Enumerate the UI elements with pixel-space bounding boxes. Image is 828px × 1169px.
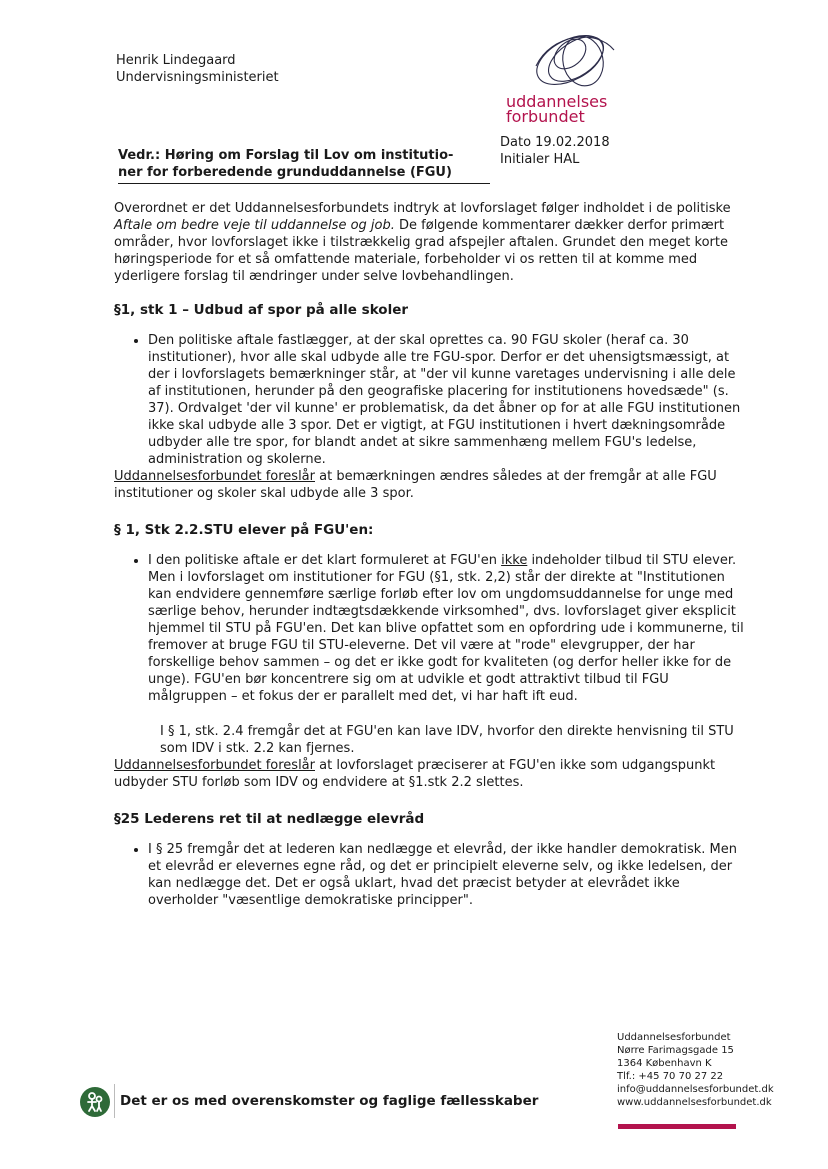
document-initials: Initialer HAL [500,152,580,167]
logo-wordmark [506,94,607,124]
address-email: info@uddannelsesforbundet.dk [617,1084,774,1095]
subject-heading [118,147,490,184]
intro-agreement-title: Aftale om bedre veje til uddannelse og job. [114,218,395,233]
people-glyph-icon [85,1091,105,1113]
logo-line-2: forbundet [506,107,585,126]
section-2-note: I § 1, stk. 2.4 fremgår det at FGU'en kan lave IDV, hvorfor den direkte henvisning til STU som IDV i stk. 2.2 kan fjernes. [160,724,734,756]
uddannelsesforbundet-logo [500,26,640,130]
document-date: Dato 19.02.2018 [500,135,610,150]
section-1-proposal [114,468,744,502]
document-meta [500,134,610,168]
section-1-proposal-text: at bemærkningen ændres således at der fremgår at alle FGU institutioner og skoler skal udbyde alle 3 spor. [114,469,717,501]
sender-address [617,1031,774,1109]
address-org: Uddannelsesforbundet [617,1032,731,1043]
section-2-proposal-org: Uddannelsesforbundet foreslår [114,758,315,773]
address-city: 1364 København K [617,1058,712,1069]
section-2-heading: § 1, Stk 2.2.STU elever på FGU'en: [114,522,374,538]
section-2-proposal-text: at lovforslaget præciserer at FGU'en ikke som udgangspunkt udbyder STU forløb som IDV og endvidere at §1.stk 2.2 slettes. [114,758,716,790]
section-2-bullet-text-1: I den politiske aftale er det klart formuleret at FGU'en [148,553,502,568]
footer-divider [114,1084,115,1118]
recipient-org: Undervisningsministeriet [116,70,279,85]
footer-tagline: Det er os med overenskomster og faglige fællesskaber [120,1093,539,1109]
section-1-heading: §1, stk 1 – Udbud af spor på alle skoler [114,302,409,318]
people-icon [80,1087,110,1117]
address-web: www.uddannelsesforbundet.dk [617,1097,772,1108]
logo-line-1: uddannelses [506,92,608,111]
section-3-bullet: • I § 25 fremgår det at lederen kan nedlægge et elevråd, der ikke handler demokratisk. Men et elevråd er elevernes egne råd, og det er principielt eleverne selv, og ikke ledelsen, der kan nedlægge det. Det er også uklart, hvad det præcist betyder at elevrådet ikke overholder "væsentlige demokratiske principper". [148,841,744,909]
section-2-bullet-emphasis: ikke [501,553,528,568]
letter-body [114,200,744,909]
subject-line-1: Vedr.: Høring om Forslag til Lov om institutio- [118,148,454,163]
intro-paragraph [114,200,744,285]
section-2-proposal [114,757,744,791]
address-phone: Tlf.: +45 70 70 27 22 [617,1071,724,1082]
footer-accent-bar [618,1124,736,1129]
section-2-list [114,552,744,705]
section-1-bullet: • Den politiske aftale fastlægger, at der skal oprettes ca. 90 FGU skoler (heraf ca. 30 institutioner), hvor alle skal udbyde alle tre FGU-spor. Derfor er det uhensigtsmæssigt, at der i lovforslagets bemærkninger står, at "der vil kunne varetages undervisning i alle dele af institutionen, herunder på den geografiske placering for institutionens hovedsæde" (s. 37). Ordvalget 'der vil kunne' er problematisk, da det åbner op for at alle FGU institutionen ikke skal udbyde alle 3 spor. Det er vigtigt, at FGU institutionen i hvert dækningsområde udbyder alle tre spor, for blandt andet at sikre sammenhæng mellem FGU's ledelse, administration og skolerne. [148,332,744,468]
intro-text-1: Overordnet er det Uddannelsesforbundets indtryk at lovforslaget følger indholdet i de politiske [114,201,731,216]
recipient-name: Henrik Lindegaard [116,53,236,68]
section-2-bullet [148,552,744,705]
section-3-list [114,841,744,909]
subject-line-2: ner for forberedende grunduddannelse (FGU) [118,165,452,180]
intro-text-2: De følgende kommentarer dækker derfor primært områder, hvor lovforslaget ikke i tilstrækkelig grad afspejler aftalen. Grundet den meget korte høringsperiode for et så omfattende materiale, forbeholder vi os retten til at komme med yderligere forslag til ændringer under selve lovbehandlingen. [114,218,728,284]
section-2-bullet-text-2: indeholder tilbud til STU elever. Men i lovforslaget om institutioner for FGU (§1, stk. 2,2) står der direkte at "Institutionen kan endvidere gennemføre særlige forløb efter lov om ungdomsuddannelse for unge med særlige behov, herunder indtægtsdækkende virksomhed", dvs. lovforslaget giver eksplicit hjemmel til STU på FGU'en. Det kan blive opfattet som en opfordring ude i kommunerne, til fremover at bruge FGU til STU-eleverne. Det vil være at "rode" elevgrupper, der har forskellige behov sammen – og det er ikke godt for kvaliteten (og derfor heller ikke for de unge). FGU'en bør koncentrere sig om at udvikle et godt attraktivt tilbud til FGU målgruppen – et fokus der er parallelt med det, vi har haft ift eud. [148,553,744,704]
section-3-heading: §25 Lederens ret til at nedlægge elevråd [114,811,425,827]
section-1-list [114,332,744,468]
section-1-proposal-org: Uddannelsesforbundet foreslår [114,469,315,484]
logo-swirl-icon [526,26,622,92]
recipient-block [116,52,279,86]
address-street: Nørre Farimagsgade 15 [617,1045,734,1056]
